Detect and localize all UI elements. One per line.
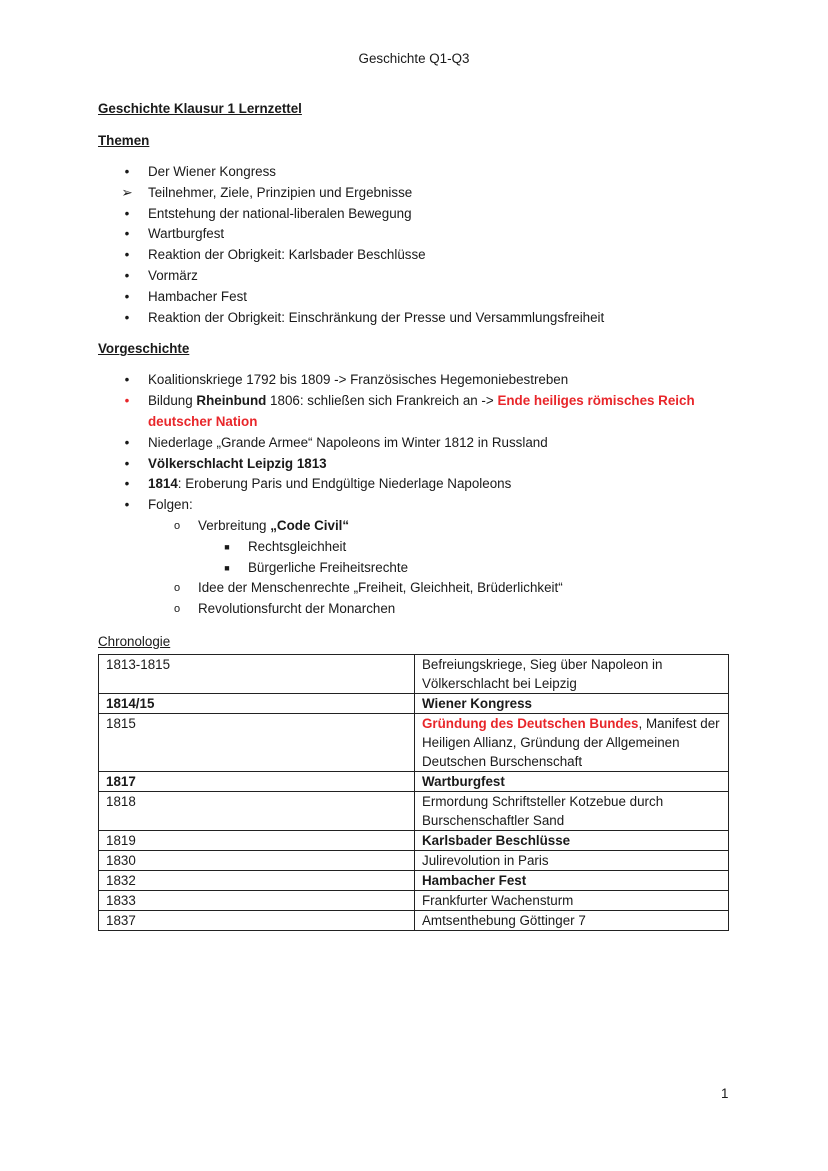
event-cell: [415, 771, 729, 791]
text-segment: Wartburgfest: [148, 226, 225, 242]
table-row: [99, 693, 729, 713]
event-cell: [415, 654, 729, 693]
text-segment: Hambacher Fest: [148, 288, 247, 304]
document-body: [98, 99, 738, 931]
year-cell: 1837: [99, 910, 415, 930]
event-cell: [415, 910, 729, 930]
text-segment: Reaktion der Obrigkeit: Einschränkung der Presse und Versammlungsfreiheit: [148, 309, 605, 325]
text-segment: Niederlage „Grande Armee“ Napoleons im Winter 1812 in Russland: [148, 434, 548, 450]
year-cell: 1813-1815: [99, 654, 415, 693]
text-segment: Idee der Menschenrechte „Freiheit, Gleichheit, Brüderlichkeit“: [198, 580, 563, 596]
text-segment: , Manifest der Heiligen Allianz, Gründung der Allgemeinen Deutschen Burschenschaft: [422, 715, 720, 769]
list-item: [98, 266, 738, 287]
list-item: [98, 433, 738, 454]
circle-bullet-icon: o: [173, 582, 181, 595]
text-segment: Gründung des Deutschen Bundes: [422, 715, 639, 731]
circle-bullet-icon: o: [173, 603, 181, 616]
text-segment: Ermordung Schriftsteller Kotzebue durch Burschenschaftler Sand: [422, 793, 664, 828]
circle-bullet-icon: o: [173, 519, 181, 532]
list-item: [98, 558, 738, 579]
table-row: [99, 791, 729, 830]
list-item: [98, 370, 738, 391]
text-segment: 1814: [148, 476, 178, 492]
bullet-icon: •: [124, 205, 130, 221]
text-segment: Der Wiener Kongress: [148, 164, 277, 179]
list-item: [98, 287, 738, 308]
bullet-icon: •: [124, 476, 130, 492]
text-segment: 1806: schließen sich Frankreich an ->: [266, 393, 498, 409]
text-segment: Bildung: [148, 393, 197, 409]
bullet-icon: •: [124, 455, 130, 471]
text-segment: Ende heiliges römisches Reich deutscher Nation: [148, 393, 695, 429]
heading-themen: Themen: [98, 133, 150, 148]
list-item: [98, 245, 738, 266]
event-cell: [415, 890, 729, 910]
bullet-icon: •: [124, 309, 130, 325]
bullet-icon: ➢: [121, 184, 133, 200]
table-row: [99, 830, 729, 850]
list-item: [98, 204, 738, 225]
year-cell: 1817: [99, 771, 415, 791]
text-segment: Frankfurter Wachensturm: [422, 892, 574, 908]
year-cell: 1814/15: [99, 693, 415, 713]
bullet-icon: •: [124, 267, 130, 283]
year-cell: 1819: [99, 830, 415, 850]
page-header: Geschichte Q1-Q3: [358, 51, 470, 66]
event-cell: [415, 693, 729, 713]
event-cell: [415, 713, 729, 771]
page-number: 1: [721, 1086, 729, 1101]
text-segment: Rheinbund: [196, 393, 267, 409]
list-item: [98, 516, 738, 537]
bullet-icon: •: [124, 247, 130, 263]
list-item: [98, 162, 738, 183]
bullet-icon: •: [124, 434, 130, 450]
square-bullet-icon: ■: [224, 562, 230, 573]
bullet-icon: •: [124, 497, 130, 513]
event-cell: [415, 850, 729, 870]
vorgeschichte-list: [98, 370, 738, 620]
list-item: [98, 183, 738, 204]
year-cell: 1830: [99, 850, 415, 870]
list-item: [98, 599, 738, 620]
heading-vorgeschichte: Vorgeschichte: [98, 341, 190, 357]
year-cell: 1818: [99, 791, 415, 830]
bullet-icon: •: [124, 393, 130, 409]
themen-list: [98, 162, 738, 328]
chronology-table: [98, 654, 729, 931]
list-item: [98, 578, 738, 599]
table-row: [99, 850, 729, 870]
year-cell: 1815: [99, 713, 415, 771]
text-segment: Rechtsgleichheit: [248, 538, 347, 554]
document-title: Geschichte Klausur 1 Lernzettel: [98, 101, 302, 116]
text-segment: Reaktion der Obrigkeit: Karlsbader Beschlüsse: [148, 247, 426, 263]
table-row: [99, 654, 729, 693]
text-segment: Befreiungskriege, Sieg über Napoleon in Völkerschlacht bei Leipzig: [422, 656, 663, 691]
list-item: [98, 391, 738, 433]
year-cell: 1833: [99, 890, 415, 910]
bullet-icon: •: [124, 226, 130, 242]
text-segment: Wartburgfest: [422, 773, 505, 789]
list-item: [98, 454, 738, 475]
text-segment: Teilnehmer, Ziele, Prinzipien und Ergebnisse: [148, 184, 413, 200]
bullet-icon: •: [124, 164, 130, 179]
list-item: [98, 537, 738, 558]
event-cell: [415, 791, 729, 830]
text-segment: Koalitionskriege 1792 bis 1809 -> Französisches Hegemoniebestreben: [148, 372, 569, 388]
event-cell: [415, 830, 729, 850]
text-segment: Verbreitung: [198, 517, 271, 533]
text-segment: Wiener Kongress: [422, 695, 533, 711]
table-row: [99, 713, 729, 771]
bullet-icon: •: [124, 372, 130, 388]
square-bullet-icon: ■: [224, 541, 230, 552]
text-segment: Revolutionsfurcht der Monarchen: [198, 601, 396, 617]
text-segment: Julirevolution in Paris: [422, 852, 549, 868]
list-item: [98, 224, 738, 245]
text-segment: : Eroberung Paris und Endgültige Niederlage Napoleons: [177, 476, 512, 492]
list-item: [98, 308, 738, 329]
event-cell: [415, 870, 729, 890]
table-row: [99, 771, 729, 791]
text-segment: Folgen:: [148, 497, 193, 513]
bullet-icon: •: [124, 288, 130, 304]
text-segment: Bürgerliche Freiheitsrechte: [248, 559, 409, 575]
table-row: [99, 870, 729, 890]
year-cell: 1832: [99, 870, 415, 890]
text-segment: Hambacher Fest: [422, 872, 527, 888]
list-item: [98, 474, 738, 495]
table-row: [99, 890, 729, 910]
text-segment: Entstehung der national-liberalen Bewegung: [148, 205, 412, 221]
list-item: [98, 495, 738, 516]
text-segment: Amtsenthebung Göttinger 7: [422, 912, 586, 928]
text-segment: Karlsbader Beschlüsse: [422, 832, 571, 848]
text-segment: Vormärz: [148, 267, 198, 283]
table-row: [99, 910, 729, 930]
heading-chronologie: Chronologie: [98, 633, 171, 649]
text-segment: Völkerschlacht Leipzig 1813: [148, 455, 327, 471]
text-segment: „Code Civil“: [270, 517, 350, 533]
